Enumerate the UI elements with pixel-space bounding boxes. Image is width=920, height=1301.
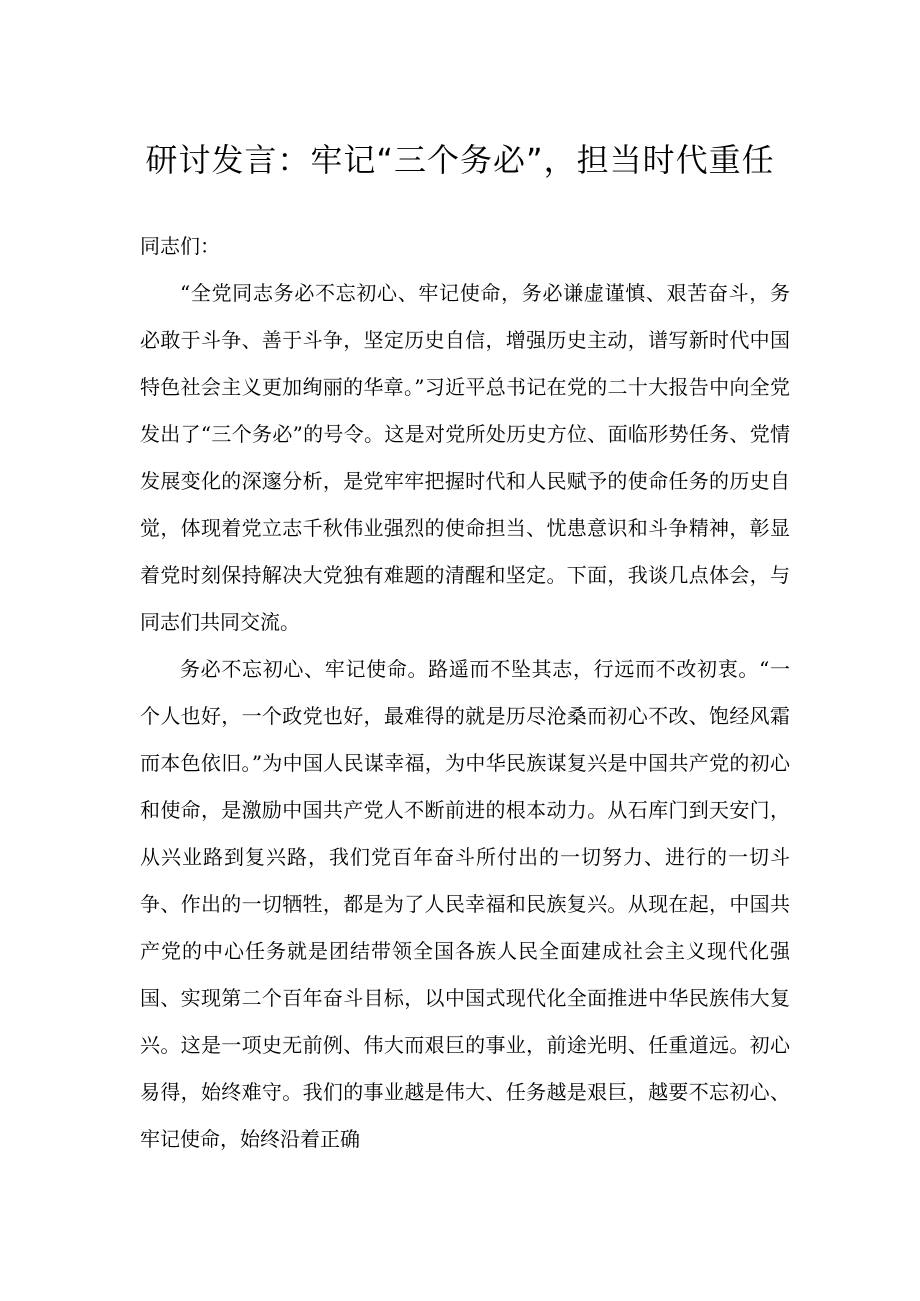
document-body — [140, 223, 790, 1163]
paragraph-intro: “全党同志务必不忘初心、牢记使命，务必谦虚谨慎、艰苦奋斗，务必敢于斗争、善于斗争，坚定历史自信，增强历史主动，谱写新时代中国特色社会主义更加绚丽的华章。”习近平总书记在党的二十大报告中向全党发出了“三个务必”的号令。这是对党所处历史方位、面临形势任务、党情发展变化的深邃分析，是党牢牢把握时代和人民赋予的使命任务的历史自觉，体现着党立志千秋伟业强烈的使命担当、忧患意识和斗争精神，彰显着党时刻保持解决大党独有难题的清醒和坚定。下面，我谈几点体会，与同志们共同交流。 — [140, 281, 790, 634]
salutation: 同志们： — [140, 234, 220, 258]
paragraph-first-point: 务必不忘初心、牢记使命。路遥而不坠其志，行远而不改初衷。“一个人也好，一个政党也好，最难得的就是历尽沧桑而初心不改、饱经风霜而本色依旧。”为中国人民谋幸福，为中华民族谋复兴是中国共产党的初心和使命，是激励中国共产党人不断前进的根本动力。从石库门到天安门，从兴业路到复兴路，我们党百年奋斗所付出的一切努力、进行的一切斗争、作出的一切牺牲，都是为了人民幸福和民族复兴。从现在起，中国共产党的中心任务就是团结带领全国各族人民全面建成社会主义现代化强国、实现第二个百年奋斗目标，以中国式现代化全面推进中华民族伟大复兴。这是一项史无前例、伟大而艰巨的事业，前途光明、任重道远。初心易得，始终难守。我们的事业越是伟大、任务越是艰巨，越要不忘初心、牢记使命，始终沿着正确 — [140, 657, 790, 1151]
document-title: 研讨发言：牢记“三个务必”，担当时代重任 — [145, 141, 775, 179]
